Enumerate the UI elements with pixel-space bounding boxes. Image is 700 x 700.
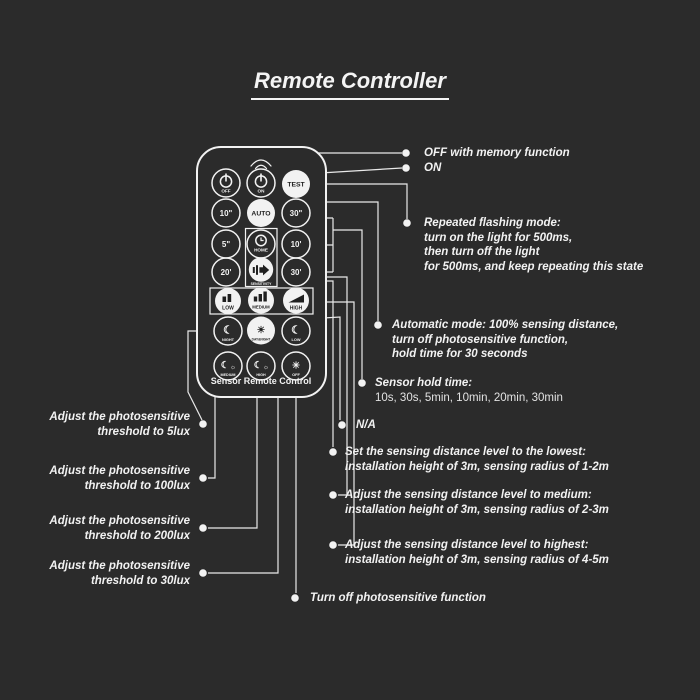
- annotation-automatic-mode: [392, 318, 618, 362]
- lux-daynight-button: [247, 317, 275, 345]
- callout-bullet: [291, 594, 299, 602]
- annotation-line: Sensor hold time:: [375, 377, 473, 389]
- remote-footer-label: Sensor Remote Control: [210, 376, 312, 386]
- test-button-label: TEST: [287, 181, 305, 189]
- annotation-line: 10s, 30s, 5min, 10min, 20min, 30min: [375, 391, 563, 404]
- annotation-line: for 500ms, and keep repeating this state: [424, 260, 644, 273]
- callout-bullet: [403, 219, 411, 227]
- annotation-line: turn on the light for 500ms,: [424, 231, 573, 244]
- annotation-line: threshold to 100lux: [84, 479, 190, 492]
- annotation-line: Adjust the photosensitive: [49, 465, 190, 477]
- time-20m-label: 20': [220, 268, 232, 277]
- time-10m-label: 10': [290, 240, 302, 249]
- annotation-line: Turn off photosensitive function: [310, 592, 486, 604]
- annotation-line: hold time for 30 seconds: [392, 348, 528, 360]
- annotation-distance-lowest: [345, 445, 609, 474]
- page-title-text: Remote Controller: [251, 68, 449, 100]
- time-30m-label: 30': [290, 268, 302, 277]
- callout-bullet: [402, 149, 410, 157]
- annotation-line: N/A: [356, 419, 376, 431]
- callout-bullet: [329, 491, 337, 499]
- sun-icon: ☀: [291, 360, 301, 372]
- lux-off-label: OFF: [292, 372, 300, 377]
- annotation-line: Adjust the photosensitive: [49, 411, 190, 423]
- annotation-threshold-100lux: [10, 464, 190, 493]
- sun-icon: ☀: [256, 325, 266, 336]
- sensitivity-button-label: SENSITIVITY: [250, 282, 272, 286]
- annotation-line: Repeated flashing mode:: [424, 217, 561, 229]
- annotation-line: Adjust the sensing distance level to medium:: [345, 489, 592, 501]
- callout-bullet: [199, 569, 207, 577]
- time-30s-label: 30": [289, 209, 303, 218]
- moon-icon: ☾: [223, 324, 233, 337]
- annotation-line: ON: [424, 162, 442, 174]
- annotation-threshold-5lux: [10, 410, 190, 439]
- on-button-label: ON: [257, 188, 265, 194]
- lux-daynight-label: DAY&NIGHT: [251, 337, 271, 342]
- annotation-threshold-200lux: [10, 514, 190, 543]
- lux-night-label: NIGHT: [221, 337, 235, 342]
- moon-sun-icon: ☼: [263, 364, 269, 371]
- annotation-line: installation height of 3m, sensing radius of 2-3m: [345, 503, 609, 516]
- distance-medium-label: MEDIUM: [252, 304, 270, 310]
- moon-sun-icon: ☼: [230, 364, 236, 371]
- annotation-line: Adjust the photosensitive: [49, 515, 190, 527]
- annotation-line: Adjust the sensing distance level to highest:: [345, 539, 589, 551]
- annotation-na: [356, 418, 376, 433]
- annotation-line: threshold to 30lux: [90, 574, 190, 587]
- callout-bullet: [402, 164, 410, 172]
- moon-sun-icon: ☾: [253, 360, 263, 371]
- annotation-on: [424, 161, 441, 176]
- distance-medium-button: [248, 288, 274, 314]
- annotation-line: Automatic mode: 100% sensing distance,: [392, 319, 619, 331]
- annotation-line: threshold to 200lux: [84, 529, 190, 542]
- annotation-line: Set the sensing distance level to the lowest:: [345, 446, 586, 458]
- moon-sun-icon: ☾: [220, 360, 230, 371]
- lux-high-label: HIGH: [256, 373, 266, 377]
- callout-bullet: [199, 474, 207, 482]
- annotation-distance-medium: [345, 488, 609, 517]
- distance-high-label: HIGH: [289, 305, 303, 312]
- annotation-off-memory: [424, 146, 570, 161]
- moon-icon: ☾: [291, 324, 301, 337]
- distance-low-label: LOW: [222, 305, 234, 312]
- annotation-line: threshold to 5lux: [97, 425, 190, 438]
- callout-bullet: [329, 541, 337, 549]
- callout-bullet: [199, 524, 207, 532]
- sensitivity-button: [249, 257, 273, 286]
- time-10s-label: 10": [219, 209, 233, 218]
- annotation-threshold-30lux: [10, 559, 190, 588]
- remote-body: [197, 147, 326, 397]
- annotation-line: Adjust the photosensitive: [49, 560, 190, 572]
- lux-low-label: LOW: [291, 337, 301, 342]
- callout-bullet: [374, 321, 382, 329]
- callout-bullet: [338, 421, 346, 429]
- annotation-line: installation height of 3m, sensing radius of 1-2m: [345, 460, 609, 473]
- annotation-distance-highest: [345, 538, 609, 567]
- annotation-photosensitive-off: [310, 591, 486, 606]
- home-button-label: HOME: [254, 247, 268, 253]
- annotation-line: OFF with memory function: [424, 147, 570, 159]
- distance-low-button: [215, 288, 241, 314]
- annotation-flashing-mode: [424, 216, 643, 274]
- annotation-line: then turn off the light: [424, 246, 540, 258]
- test-button: [282, 170, 310, 198]
- auto-button: [247, 199, 275, 227]
- annotation-sensor-hold-time: [375, 376, 563, 405]
- callout-bullet: [199, 420, 207, 428]
- time-5s-label: 5": [221, 240, 231, 249]
- lux-medium-label: MEDIUM: [220, 373, 236, 377]
- callout-bullet: [358, 379, 366, 387]
- annotation-line: installation height of 3m, sensing radius of 4-5m: [345, 553, 609, 566]
- auto-button-label: AUTO: [251, 210, 271, 218]
- distance-high-button: [283, 288, 309, 314]
- callout-bullet: [329, 448, 337, 456]
- annotation-line: turn off photosensitive function,: [392, 333, 569, 346]
- off-button-label: OFF: [221, 188, 231, 194]
